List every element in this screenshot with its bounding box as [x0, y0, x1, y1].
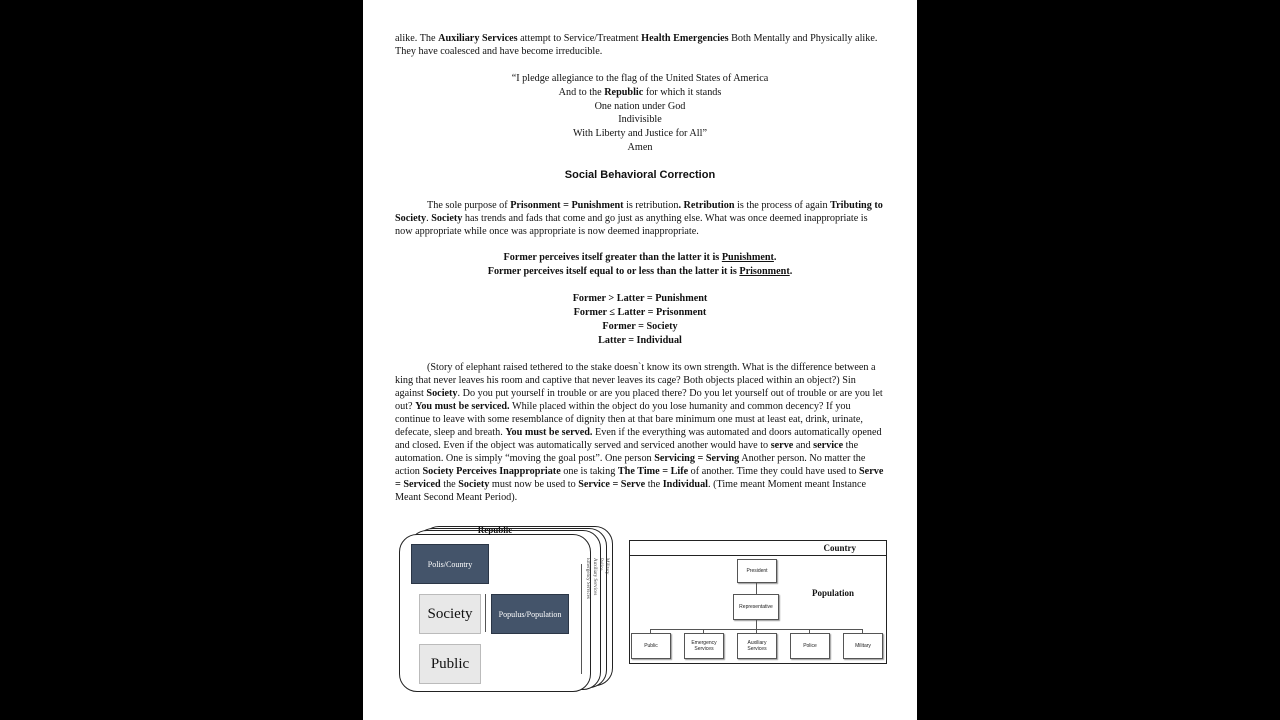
polis-country-box: Polis/Country [411, 544, 489, 584]
equation-line: Former ≤ Latter = Prisonment [573, 307, 707, 318]
representative-node: Representative [733, 594, 779, 620]
police-node: Police [790, 633, 830, 659]
auxiliary-services-node: Auxiliary Services [737, 633, 777, 659]
title-bar [630, 541, 886, 556]
side-label: Military [604, 558, 609, 575]
pledge-of-allegiance: “I pledge allegiance to the flag of the United States of America And to the Republic for which it stands One nation under God Indivisible With Liberty and Justice for All” Amen [511, 73, 769, 153]
connector [485, 594, 486, 632]
country-label: Country [823, 543, 856, 553]
equation-line: Former > Latter = Punishment [572, 293, 708, 304]
republic-diagram [397, 524, 617, 692]
equations-block [395, 292, 885, 348]
connector [756, 619, 757, 629]
document-page [363, 0, 917, 720]
emergency-services-node: Emergency Services [684, 633, 724, 659]
military-node: Military [843, 633, 883, 659]
society-box: Society [419, 594, 481, 634]
side-label: Police [598, 558, 603, 571]
story-paragraph: (Story of elephant raised tethered to the stake doesn`t know its own strength. What is the difference between a king that never leaves his room and captive that never leaves its cage? Both objects placed within an object?) Sin against Society. Do you put yourself in trouble or are you placed there? Do you let yourself out of trouble or are you let out? You must be serviced. While placed within the object do you lose humanity and common decency? If you continue to leave with some resemblance of dignity then at that bare minimum one must at least eat, drink, urinate, defecate, sleep and breath. You must be served. Even if the everything was automated and doors automatically opened and closed. Even if the object was automatically served and serviced another would have to serve and service the automation. One is simply “moving the goal post”. One person Servicing = Serving Another person. No matter the action Society Perceives Inappropriate one is taking The Time = Life of another. Time they could have used to Serve = Serviced the Society must now be used to Service = Serve the Individual. (Time meant Moment meant Instance Meant Second Meant Period). [395, 362, 884, 503]
side-label: Emergency Services [585, 558, 590, 599]
country-org-chart [629, 540, 887, 664]
equation-line: Latter = Individual [598, 335, 682, 346]
public-node: Public [631, 633, 671, 659]
divider [581, 564, 582, 674]
side-label: Auxiliary Services [592, 558, 597, 596]
former-statements: Former perceives itself greater than the latter it is Punishment. Former perceives itself equal to or less than the latter it is Prisonment. [487, 252, 793, 277]
section-heading: Social Behavioral Correction [564, 169, 716, 181]
populus-population-box: Populus/Population [491, 594, 569, 634]
republic-label: Republic [477, 525, 513, 535]
president-node: President [737, 559, 777, 583]
population-label: Population [812, 588, 855, 598]
sole-purpose-paragraph: The sole purpose of Prisonment = Punishment is retribution. Retribution is the process of again Tributing to Society. Society has trends and fads that come and go just as anything else. What was once deemed inappropriate is now appropriate while once was appropriate is now deemed inappropriate. [395, 200, 883, 237]
intro-paragraph: alike. The Auxiliary Services attempt to Service/Treatment Health Emergencies Both Mentally and Physically alike. They have coalesced and have become irreducible. [395, 33, 878, 57]
public-box: Public [419, 644, 481, 684]
connector [756, 582, 757, 594]
equation-line: Former = Society [602, 321, 678, 332]
